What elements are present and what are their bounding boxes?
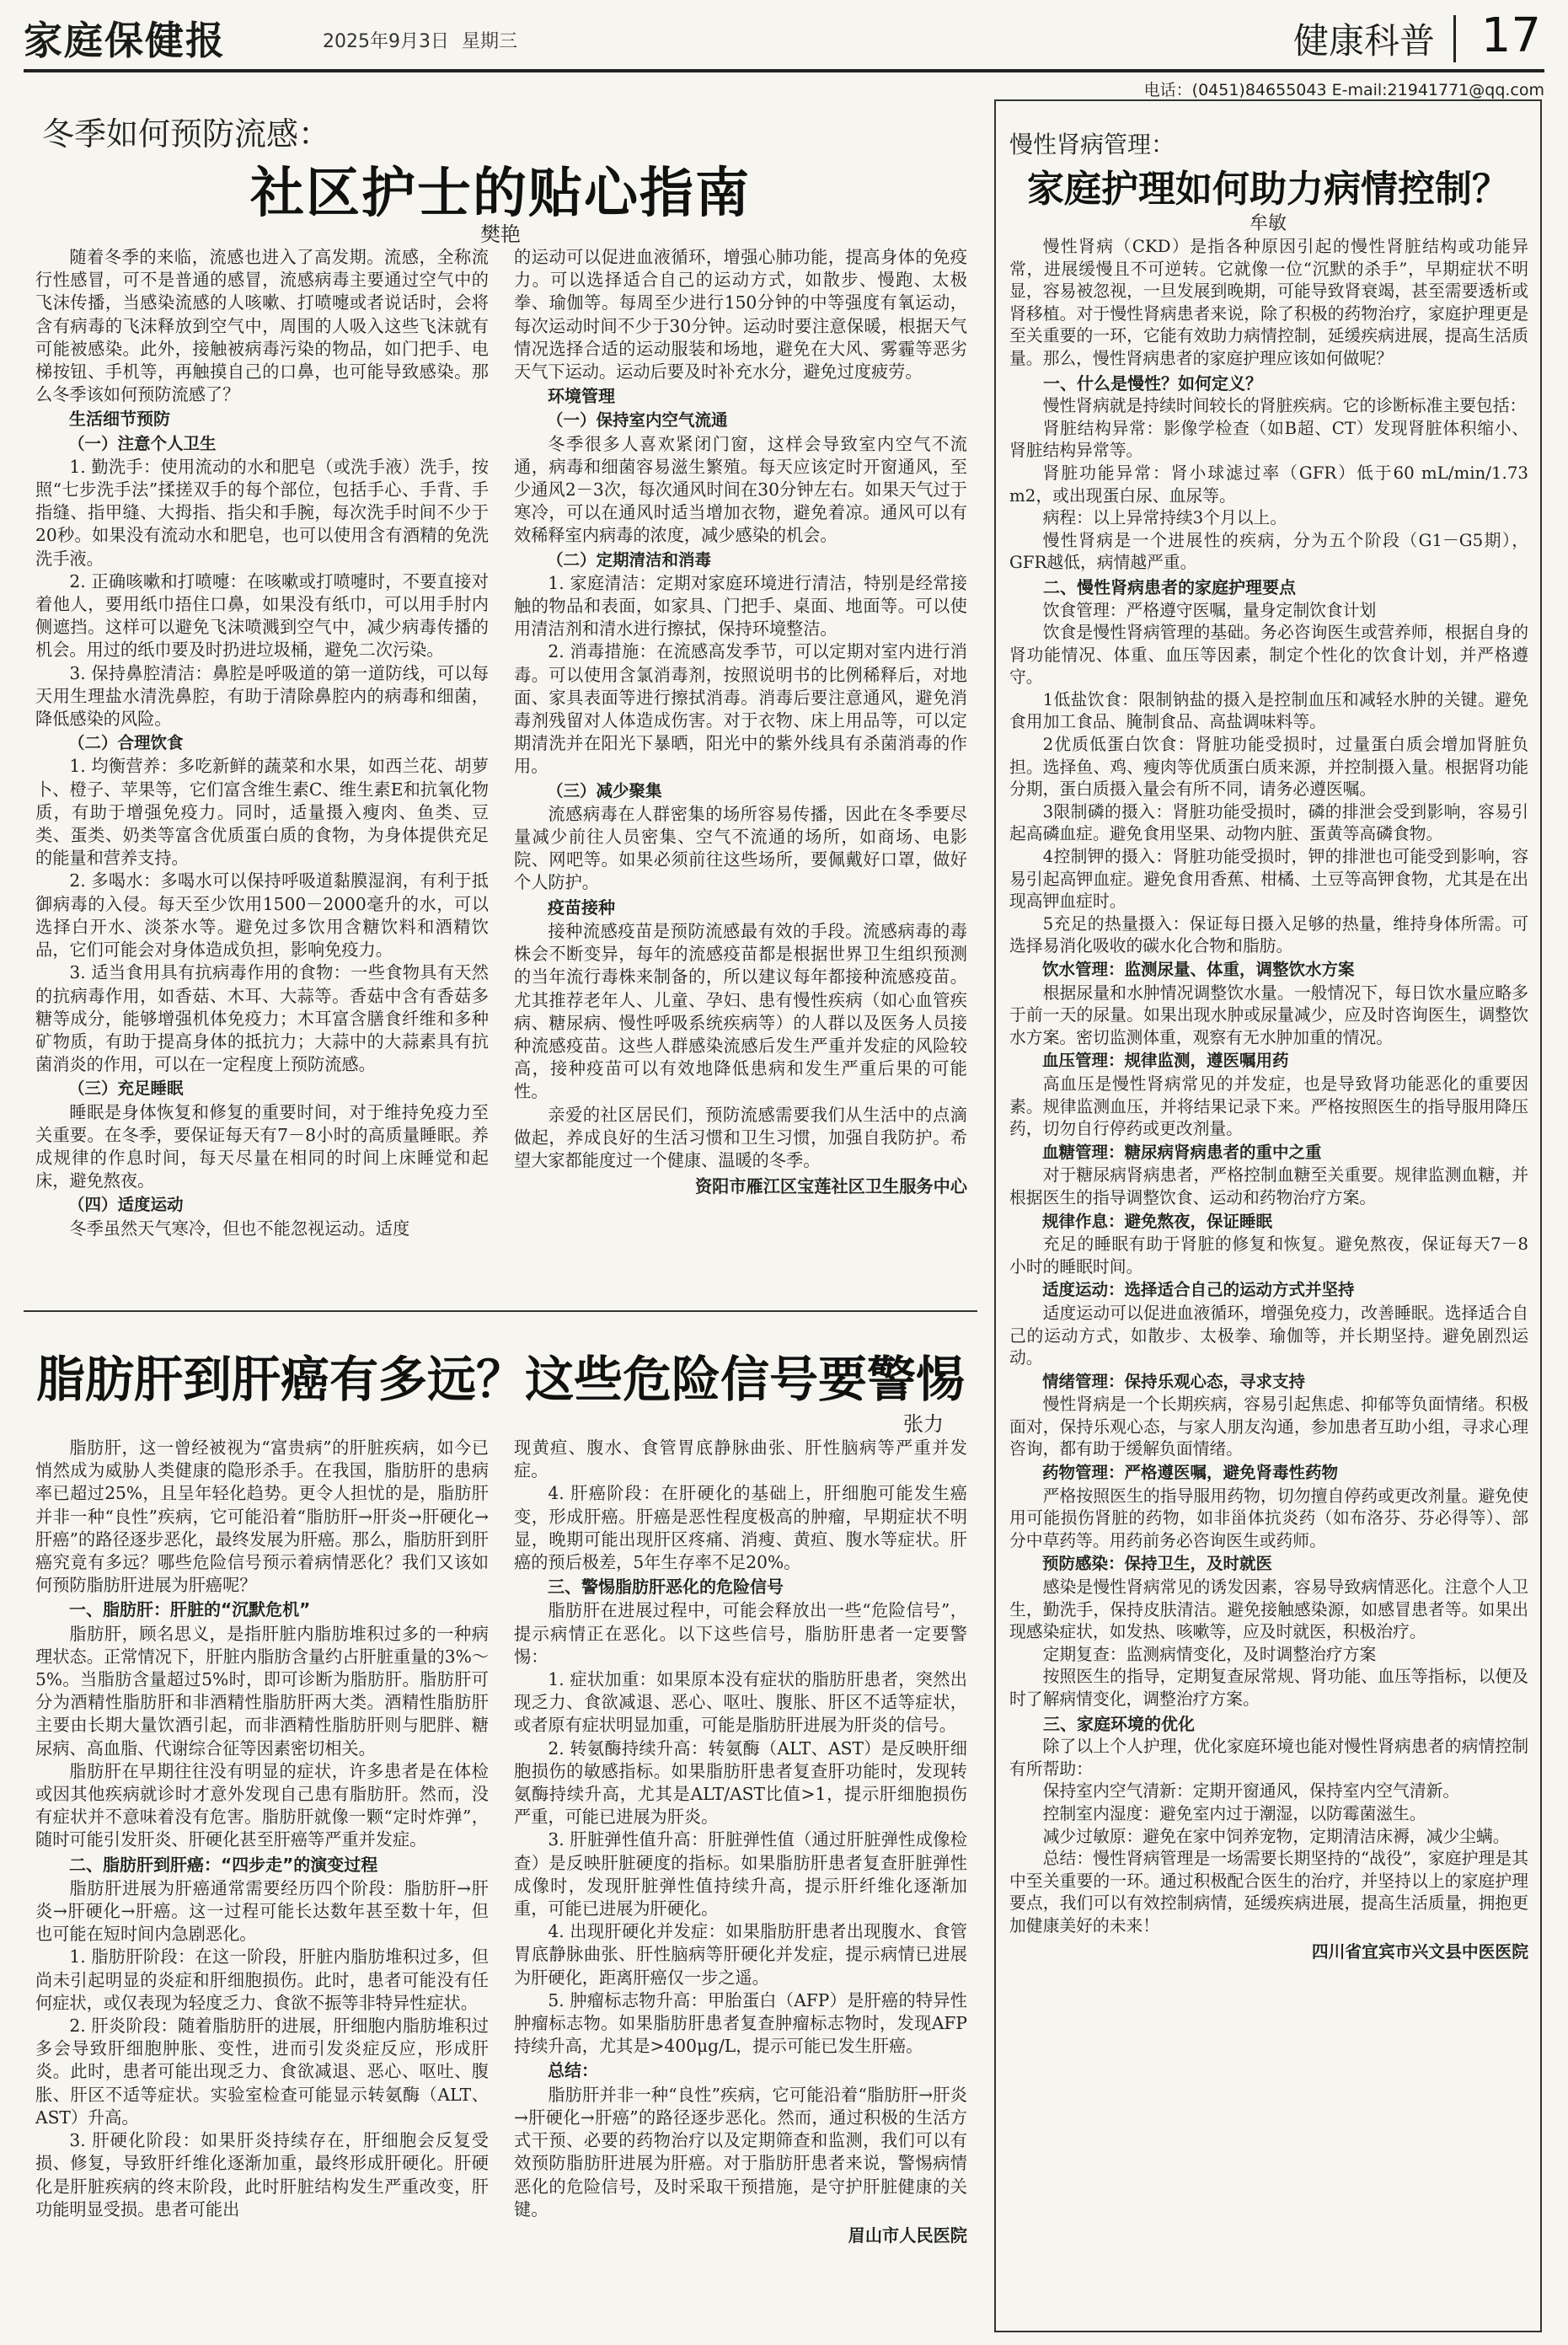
paragraph: 5. 肿瘤标志物升高：甲胎蛋白（AFP）是肝癌的特异性肿瘤标志物。如果脂肪肝患者复查肿瘤标志物时，发现AFP持续升高，尤其是>400μg/L，提示可能已发生肝癌。 — [514, 1989, 967, 2057]
minor-heading: （一）注意个人卫生 — [68, 433, 217, 453]
subheading: 疫苗接种 — [548, 897, 615, 918]
subheading: 三、警惕脂肪肝恶化的危险信号 — [548, 1577, 784, 1598]
article3-author-box — [996, 209, 1540, 235]
paragraph: 脂肪肝在早期往往没有明显的症状，许多患者是在体检或因其他疾病就诊时才意外发现自己患有脂肪肝。然而，没有症状并不意味着没有危害。脂肪肝就像一颗“定时炸弹”，随时可能引发肝炎、肝硬化甚至肝癌等严重并发症。 — [35, 1760, 489, 1850]
masthead — [24, 8, 1544, 67]
paragraph: 慢性肾病是一个进展性的疾病，分为五个阶段（G1－G5期），GFR越低，病情越严重。 — [1009, 530, 1528, 573]
paragraph: 3. 适当食用具有抗病毒作用的食物：一些食物具有天然的抗病毒作用，如香菇、木耳、大蒜等。香菇中含有香菇多糖等成分，能够增强机体免疫力；木耳富含膳食纤维和多种矿物质，有助于提高身体的抵抗力；大蒜中的大蒜素具有抗菌消炎的作用，可以在一定程度上预防流感。 — [35, 962, 489, 1075]
paragraph: 3. 保持鼻腔清洁：鼻腔是呼吸道的第一道防线，可以每天用生理盐水清洗鼻腔，有助于清除鼻腔内的病毒和细菌，降低感染的风险。 — [35, 662, 489, 730]
minor-heading: （三）减少聚集 — [547, 780, 662, 800]
issue-date: 2025年9月3日 — [323, 31, 449, 52]
issue-weekday: 星期三 — [462, 31, 518, 52]
contact-line: 电话：(0451)84655043 E-mail:21941771@qq.com — [1143, 81, 1544, 99]
article2-column-2 — [514, 1437, 967, 2338]
paragraph: 4控制钾的摄入：肾脏功能受损时，钾的排泄也可能受到影响，容易引起高钾血症。避免食用香蕉、柑橘、土豆等高钾食物，尤其是在出现高钾血症时。 — [1009, 847, 1528, 912]
article-divider — [24, 1310, 977, 1312]
paragraph: 感染是慢性肾病常见的诱发因素，容易导致病情恶化。注意个人卫生，勤洗手，保持皮肤清洁。避免接触感染源，如感冒患者等。如果出现感染症状，如发热、咳嗽等，应及时就医，积极治疗。 — [1009, 1577, 1528, 1642]
article1-title-box — [24, 150, 977, 228]
paragraph: 肾脏结构异常：影像学检查（如B超、CT）发现肾脏体积缩小、肾脏结构异常等。 — [1009, 418, 1528, 461]
article3-author: 牟敏 — [1249, 213, 1287, 234]
paragraph: 2. 多喝水：多喝水可以保持呼吸道黏膜湿润，有利于抵御病毒的入侵。每天至少饮用1500－2000毫升的水，可以选择白开水、淡茶水等。避免过多饮用含糖饮料和酒精饮品，它们可能会对身体造成负担，影响免疫力。 — [35, 870, 489, 961]
paragraph: 脂肪肝在进展过程中，可能会释放出一些“危险信号”，提示病情正在恶化。以下这些信号，脂肪肝患者一定要警惕： — [514, 1600, 967, 1667]
subheading: 二、慢性肾病患者的家庭护理要点 — [1043, 576, 1296, 597]
paragraph: 慢性肾病就是持续时间较长的肾脏疾病。它的诊断标准主要包括： — [1042, 396, 1527, 416]
minor-heading: （二）合理饮食 — [68, 733, 184, 753]
paragraph: 饮食是慢性肾病管理的基础。务必咨询医生或营养师，根据自身的肾功能情况、体重、血压等因素，制定个性化的饮食计划，并严格遵守。 — [1009, 623, 1528, 688]
minor-heading: 药物管理：严格遵医嘱，避免肾毒性药物 — [1042, 1463, 1339, 1483]
source-credit: 四川省宜宾市兴文县中医医院 — [1311, 1941, 1528, 1962]
paragraph: 4. 出现肝硬化并发症：如果脂肪肝患者出现腹水、食管胃底静脉曲张、肝性脑病等肝硬化并发症，提示病情已进展为肝硬化，距离肝癌仅一步之遥。 — [514, 1921, 967, 1988]
masthead-rule — [24, 69, 1544, 72]
paragraph: 对于糖尿病肾病患者，严格控制血糖至关重要。规律监测血糖，并根据医生的指导调整饮食、运动和药物治疗方案。 — [1009, 1165, 1528, 1207]
paragraph: 1. 勤洗手：使用流动的水和肥皂（或洗手液）洗手，按照“七步洗手法”揉搓双手的每个部位，包括手心、手背、手指缝、指甲缝、大拇指、指尖和手腕，每次洗手时间不少于20秒。如果没有流动水和肥皂，也可以使用含有酒精的免洗洗手液。 — [35, 456, 489, 569]
article1-column-2 — [514, 246, 967, 1299]
paragraph: 控制室内湿度：避免室内过于潮湿，以防霉菌滋生。 — [1042, 1803, 1426, 1823]
article3-headline: 家庭护理如何助力病情控制？ — [1027, 168, 1509, 211]
minor-heading: （四）适度运动 — [68, 1195, 184, 1215]
article2-column-1 — [35, 1437, 489, 2338]
article3-kicker-box — [1009, 126, 1515, 160]
paragraph: 随着冬季的来临，流感也进入了高发期。流感，全称流行性感冒，可不是普通的感冒，流感病毒主要通过空气中的飞沫传播，当感染流感的人咳嗽、打喷嚏或者说话时，会将含有病毒的飞沫释放到空气中，周围的人吸入这些飞沫就有可能被感染。此外，接触被病毒污染的物品，如门把手、电梯按钮、手机等，再触摸自己的口鼻，也可能导致感染。那么冬季该如何预防流感了？ — [35, 247, 489, 405]
paragraph: 脂肪肝，这一曾经被视为“富贵病”的肝脏疾病，如今已悄然成为威胁人类健康的隐形杀手。在我国，脂肪肝的患病率已超过25%，且呈年轻化趋势。更令人担忧的是，脂肪肝并非一种“良性”疾病，它可能沿着“脂肪肝→肝炎→肝硬化→肝癌”的路径逐步恶化，最终发展为肝癌。那么，脂肪肝到肝癌究竟有多远？哪些危险信号预示着病情恶化？我们又该如何预防脂肪肝进展为肝癌呢？ — [35, 1438, 489, 1596]
article1-headline: 社区护士的贴心指南 — [250, 162, 751, 225]
article2-author-box — [24, 1407, 977, 1437]
minor-heading: 饮水管理：监测尿量、体重，调整饮水方案 — [1042, 960, 1355, 979]
paragraph: 饮食管理：严格遵守医嘱，量身定制饮食计划 — [1042, 600, 1377, 620]
paragraph: 2. 正确咳嗽和打喷嚏：在咳嗽或打喷嚏时，不要直接对着他人，要用纸巾捂住口鼻，如果没有纸巾，可以用手肘内侧遮挡。这样可以避免飞沫喷溅到空气中，减少病毒传播的机会。用过的纸巾要及时扔进垃圾桶，避免二次污染。 — [35, 570, 489, 661]
paragraph: 接种流感疫苗是预防流感最有效的手段。流感病毒的毒株会不断变异，每年的流感疫苗都是根据世界卫生组织预测的当年流行毒株来制备的，所以建议每年都接种流感疫苗。尤其推荐老年人、儿童、孕妇、患有慢性疾病（如心血管疾病、糖尿病、慢性呼吸系统疾病等）的人群以及医务人员接种流感疫苗。这些人群感染流感后发生严重并发症的风险较高，接种疫苗可以有效地降低患病和发生严重后果的可能性。 — [514, 920, 967, 1102]
paragraph: 严格按照医生的指导服用药物，切勿擅自停药或更改剂量。避免使用可能损伤肾脏的药物，如非甾体抗炎药（如布洛芬、芬必得等）、部分中草药等。用药前务必咨询医生或药师。 — [1009, 1486, 1528, 1550]
paragraph: 根据尿量和水肿情况调整饮水量。一般情况下，每日饮水量应略多于前一天的尿量。如果出现水肿或尿量减少，应及时咨询医生，调整饮水方案。密切监测体重，观察有无水肿加重的情况。 — [1009, 982, 1528, 1047]
paragraph: 1. 均衡营养：多吃新鲜的蔬菜和水果，如西兰花、胡萝卜、橙子、苹果等，它们富含维生素C、维生素E和抗氧化物质，有助于增强免疫力。同时，适量摄入瘦肉、鱼类、豆类、蛋类、奶类等富含优质蛋白质的食物，为身体提供充足的能量和营养支持。 — [35, 756, 489, 869]
paragraph: 3. 肝脏弹性值升高：肝脏弹性值（通过肝脏弹性成像检查）是反映肝脏硬度的指标。如果脂肪肝患者复查肝脏弹性成像时，发现肝脏弹性值持续升高，提示肝纤维化逐渐加重，可能已进展为肝硬化。 — [514, 1829, 967, 1919]
minor-heading: （一）保持室内空气流通 — [547, 410, 728, 431]
paragraph: 充足的睡眠有助于肾脏的修复和恢复。避免熬夜，保证每天7－8小时的睡眠时间。 — [1009, 1234, 1528, 1277]
minor-heading: 预防感染：保持卫生，及时就医 — [1042, 1554, 1273, 1574]
paragraph: 除了以上个人护理，优化家庭环境也能对慢性肾病患者的病情控制有所帮助： — [1009, 1737, 1528, 1779]
paper-brand: 家庭保健报 — [24, 18, 226, 63]
paragraph: 亲爱的社区居民们，预防流感需要我们从生活中的点滴做起，养成良好的生活习惯和卫生习惯，加强自我防护。希望大家都能度过一个健康、温暖的冬季。 — [514, 1104, 967, 1170]
masthead-divider — [1453, 15, 1456, 62]
minor-heading: 规律作息：避免熬夜，保证睡眠 — [1042, 1211, 1273, 1231]
paragraph: 流感病毒在人群密集的场所容易传播，因此在冬季要尽量减少前往人员密集、空气不流通的场所，如商场、电影院、网吧等。如果必须前往这些场所，要佩戴好口罩，做好个人防护。 — [514, 803, 967, 893]
paragraph: 高血压是慢性肾病常见的并发症，也是导致肾功能恶化的重要因素。规律监测血压，并将结果记录下来。严格按照医生的指导服用降压药，切勿自行停药或更改剂量。 — [1009, 1073, 1528, 1139]
paragraph: 冬季很多人喜欢紧闭门窗，这样会导致室内空气不流通，病毒和细菌容易滋生繁殖。每天应该定时开窗通风，至少通风2－3次，每次通风时间在30分钟左右。如果天气过于寒冷，可以在通风时适当增加衣物，避免着凉。通风可以有效稀释室内病毒的浓度，减少感染的机会。 — [514, 433, 967, 546]
paragraph: 慢性肾病（CKD）是指各种原因引起的慢性肾脏结构或功能异常，进展缓慢且不可逆转。它就像一位“沉默的杀手”，早期症状不明显，容易被忽视，一旦发展到晚期，可能导致肾衰竭，甚至需要透析或肾移植。对于慢性肾病患者来说，除了积极的药物治疗，家庭护理更是至关重要的一环，它能有效助力病情控制，延缓疾病进展，提高生活质量。那么，慢性肾病患者的家庭护理应该如何做呢？ — [1009, 237, 1528, 368]
paragraph: 2. 肝炎阶段：随着脂肪肝的进展，肝细胞内脂肪堆积过多会导致肝细胞肿胀、变性，进而引发炎症反应，形成肝炎。此时，患者可能出现乏力、食欲减退、恶心、呕吐、腹胀、肝区不适等症状。实验室检查可能显示转氨酶（ALT、AST）升高。 — [35, 2016, 489, 2128]
article1-author-box — [24, 217, 977, 247]
article2-author: 张力 — [903, 1412, 944, 1436]
paragraph: 5充足的热量摄入：保证每日摄入足够的热量，维持身体所需。可选择易消化吸收的碳水化合物和脂肪。 — [1009, 913, 1528, 956]
minor-heading: 血糖管理：糖尿病肾病患者的重中之重 — [1042, 1142, 1322, 1162]
paragraph: 减少过敏原：避免在家中饲养宠物，定期清洁床褥，减少尘螨。 — [1042, 1826, 1510, 1846]
subheading: 三、家庭环境的优化 — [1043, 1713, 1195, 1734]
article3-kicker: 慢性肾病管理： — [1009, 131, 1175, 158]
page-number: 17 — [1480, 8, 1541, 63]
paragraph: 2优质低蛋白饮食：肾脏功能受损时，过量蛋白质会增加肾脏负担。选择鱼、鸡、瘦肉等优质蛋白质来源，并控制摄入量。根据肾功能分期，蛋白质摄入量会有所不同，请务必遵医嘱。 — [1009, 735, 1528, 800]
article1-author: 樊艳 — [480, 222, 521, 246]
subheading: 生活细节预防 — [69, 409, 170, 430]
paragraph: 2. 消毒措施：在流感高发季节，可以定期对室内进行消毒。可以使用含氯消毒剂，按照说明书的比例稀释后，对地面、家具表面等进行擦拭消毒。消毒后要注意通风，避免消毒剂残留对人体造成伤害。对于衣物、床上用品等，可以定期清洗并在阳光下暴晒，阳光中的紫外线具有杀菌消毒的作用。 — [514, 641, 967, 777]
source-credit: 资阳市雁江区宝莲社区卫生服务中心 — [694, 1176, 967, 1197]
paragraph: 睡眠是身体恢复和修复的重要时间，对于维持免疫力至关重要。在冬季，要保证每天有7－8小时的高质量睡眠。养成规律的作息时间，每天尽量在相同的时间上床睡觉和起床，避免熬夜。 — [35, 1101, 489, 1191]
paragraph: 1. 脂肪肝阶段：在这一阶段，肝脏内脂肪堆积过多，但尚未引起明显的炎症和肝细胞损伤。此时，患者可能没有任何症状，或仅表现为轻度乏力、食欲不振等非特异性症状。 — [35, 1946, 489, 2013]
paragraph: 适度运动可以促进血液循环，增强免疫力，改善睡眠。选择适合自己的运动方式，如散步、太极拳、瑜伽等，并长期坚持。避免剧烈运动。 — [1009, 1303, 1528, 1368]
article1-column-1 — [35, 246, 489, 1299]
paragraph: 2. 转氨酶持续升高：转氨酶（ALT、AST）是反映肝细胞损伤的敏感指标。如果脂肪肝患者复查肝功能时，发现转氨酶持续升高，尤其是ALT/AST比值>1，提示肝细胞损伤严重，可能已进展为肝炎。 — [514, 1737, 967, 1828]
paragraph: 慢性肾病是一个长期疾病，容易引起焦虑、抑郁等负面情绪。积极面对，保持乐观心态，与家人朋友沟通，参加患者互助小组，寻求心理咨询，都有助于缓解负面情绪。 — [1009, 1395, 1528, 1459]
paragraph: 3. 肝硬化阶段：如果肝炎持续存在，肝细胞会反复受损、修复，导致肝纤维化逐渐加重，最终形成肝硬化。肝硬化是肝脏疾病的终末阶段，此时肝脏结构发生严重改变，肝功能明显受损。患者可能出 — [35, 2130, 489, 2219]
paragraph: 按照医生的指导，定期复查尿常规、肾功能、血压等指标，以便及时了解病情变化，调整治疗方案。 — [1009, 1667, 1528, 1709]
paragraph: 的运动可以促进血液循环，增强心肺功能，提高身体的免疫力。可以选择适合自己的运动方式，如散步、慢跑、太极拳、瑜伽等。每周至少进行150分钟的中等强度有氧运动，每次运动时间不少于30分钟。运动时要注意保暖，根据天气情况选择合适的运动服装和场地，避免在大风、雾霾等恶劣天气下运动。运动后要及时补充水分，避免过度疲劳。 — [514, 247, 967, 383]
subheading: 二、脂肪肝到肝癌：“四步走”的演变过程 — [69, 1854, 378, 1875]
subheading: 一、什么是慢性？如何定义？ — [1043, 372, 1262, 394]
paragraph: 肾脏功能异常：肾小球滤过率（GFR）低于60 mL/min/1.73 m2，或出现蛋白尿、血尿等。 — [1009, 463, 1528, 506]
paragraph: 定期复查：监测病情变化，及时调整治疗方案 — [1042, 1644, 1377, 1664]
minor-heading: 血压管理：规律监测，遵医嘱用药 — [1042, 1051, 1289, 1071]
subheading: 环境管理 — [548, 386, 615, 407]
article1-kicker: 冬季如何预防流感： — [42, 115, 331, 153]
article1-kicker-box — [42, 108, 548, 154]
paragraph: 脂肪肝，顾名思义，是指肝脏内脂肪堆积过多的一种病理状态。正常情况下，肝脏内脂肪含量约占肝脏重量的3%～5%。当脂肪含量超过5%时，即可诊断为脂肪肝。脂肪肝可分为酒精性脂肪肝和非酒精性脂肪肝两大类。酒精性脂肪肝主要由长期大量饮酒引起，而非酒精性脂肪肝则与肥胖、糖尿病、高血脂、代谢综合征等因素密切相关。 — [35, 1623, 489, 1759]
paragraph: 1低盐饮食：限制钠盐的摄入是控制血压和减轻水肿的关键。避免食用加工食品、腌制食品、高盐调味料等。 — [1009, 689, 1528, 732]
paragraph: 总结：慢性肾病管理是一场需要长期坚持的“战役”，家庭护理是其中至关重要的一环。通过积极配合医生的治疗，并坚持以上的家庭护理要点，我们可以有效控制病情，延缓疾病进展，提高生活质量，拥抱更加健康美好的未来！ — [1009, 1849, 1528, 1935]
paragraph: 脂肪肝并非一种“良性”疾病，它可能沿着“脂肪肝→肝炎→肝硬化→肝癌”的路径逐步恶化。然而，通过积极的生活方式干预、必要的药物治疗以及定期筛查和监测，我们可以有效预防脂肪肝进展为肝癌。对于脂肪肝患者来说，警惕病情恶化的危险信号，及时采取干预措施，是守护肝脏健康的关键。 — [514, 2084, 967, 2219]
paragraph: 4. 肝癌阶段：在肝硬化的基础上，肝细胞可能发生癌变，形成肝癌。肝癌是恶性程度极高的肿瘤，早期症状不明显，晚期可能出现肝区疼痛、消瘦、黄疸、腹水等症状。肝癌的预后极差，5年生存率不足20%。 — [514, 1483, 967, 1573]
subheading: 一、脂肪肝：肝脏的“沉默危机” — [69, 1599, 311, 1620]
minor-heading: （二）定期清洁和消毒 — [547, 549, 712, 570]
paragraph: 1. 家庭清洁：定期对家庭环境进行清洁，特别是经常接触的物品和表面，如家具、门把手、桌面、地面等。可以使用清洁剂和清水进行擦拭，保持环境整洁。 — [514, 572, 967, 640]
paragraph: 保持室内空气清新：定期开窗通风，保持室内空气清新。 — [1042, 1781, 1460, 1802]
article3-title-box — [996, 158, 1540, 212]
article3-column — [1009, 236, 1528, 2317]
paragraph: 冬季虽然天气寒冷，但也不能忽视运动。适度 — [69, 1218, 410, 1239]
minor-heading: 适度运动：选择适合自己的运动方式并坚持 — [1042, 1280, 1355, 1300]
minor-heading: （三）充足睡眠 — [68, 1079, 184, 1099]
minor-heading: 情绪管理：保持乐观心态，寻求支持 — [1042, 1371, 1306, 1391]
paragraph: 3限制磷的摄入：肾脏功能受损时，磷的排泄会受到影响，容易引起高磷血症。避免食用坚果、动物内脏、蛋黄等高磷食物。 — [1009, 801, 1528, 844]
paragraph: 脂肪肝进展为肝癌通常需要经历四个阶段：脂肪肝→肝炎→肝硬化→肝癌。这一过程可能长达数年甚至数十年，但也可能在短时间内急剧恶化。 — [35, 1877, 489, 1945]
article2-headline: 脂肪肝到肝癌有多远？这些危险信号要警惕 — [35, 1351, 965, 1408]
paragraph: 病程：以上异常持续3个月以上。 — [1042, 508, 1287, 528]
subheading: 总结： — [548, 2060, 598, 2081]
paragraph: 1. 症状加重：如果原本没有症状的脂肪肝患者，突然出现乏力、食欲减退、恶心、呕吐、腹胀、肝区不适等症状，或者原有症状明显加重，可能是脂肪肝进展为肝炎的信号。 — [514, 1669, 967, 1736]
paragraph: 现黄疸、腹水、食管胃底静脉曲张、肝性脑病等严重并发症。 — [514, 1438, 967, 1481]
section-title: 健康科普 — [1292, 20, 1435, 62]
source-credit: 眉山市人民医院 — [848, 2225, 967, 2246]
article2-title-box — [24, 1340, 977, 1411]
